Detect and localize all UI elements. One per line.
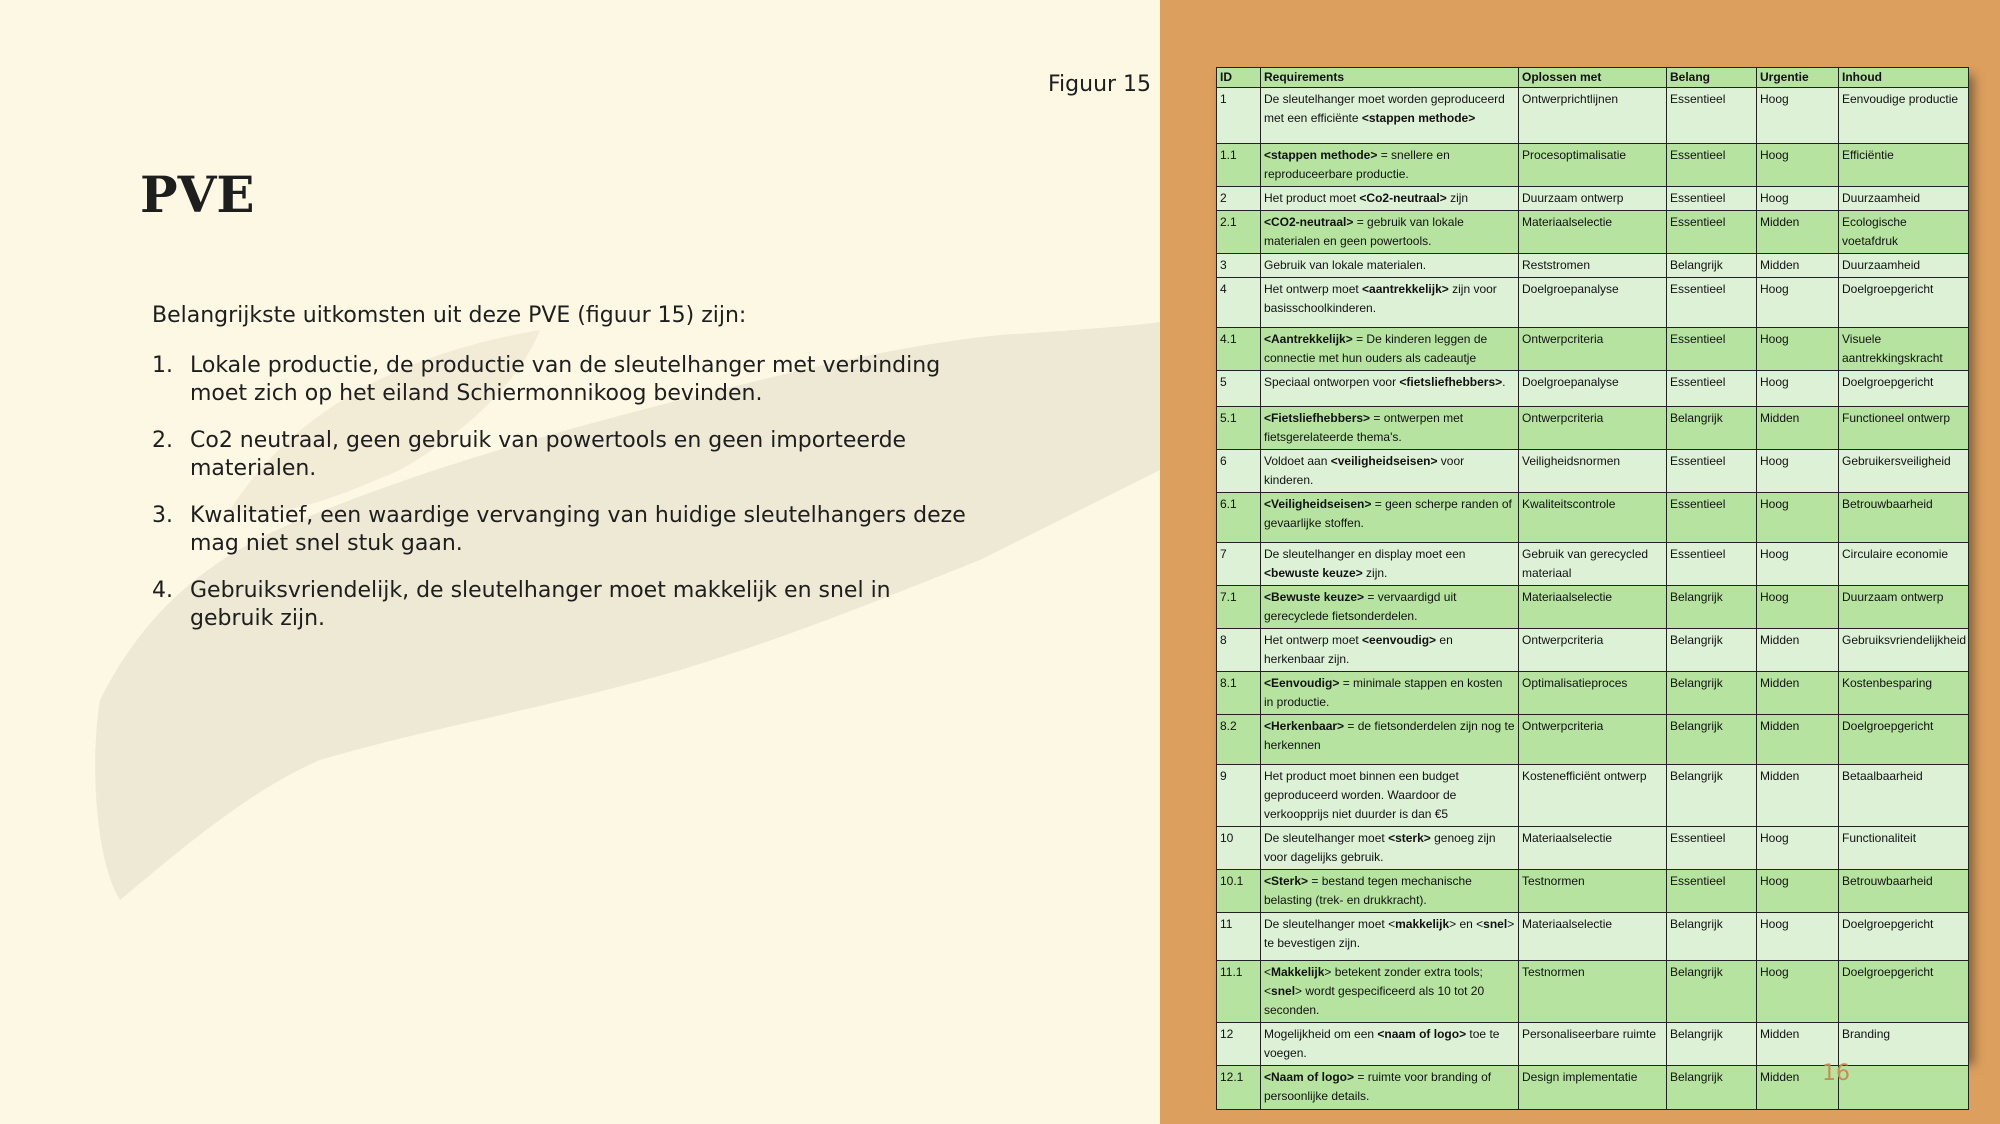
requirement-keyword: <Naam of logo> <box>1264 1070 1355 1084</box>
cell-requirements <box>1261 629 1519 672</box>
table-row <box>1217 765 1969 827</box>
table-row <box>1217 672 1969 715</box>
requirement-keyword: <sterk> <box>1388 831 1431 845</box>
table-row <box>1217 407 1969 450</box>
cell-belang: Belangrijk <box>1667 765 1757 827</box>
cell-oplossen-met: Gebruik van gerecycled materiaal <box>1519 543 1667 586</box>
table-row <box>1217 1023 1969 1066</box>
col-header-inhoud: Inhoud <box>1839 68 1969 88</box>
cell-oplossen-met: Materiaalselectie <box>1519 827 1667 870</box>
cell-requirements <box>1261 672 1519 715</box>
cell-requirements <box>1261 870 1519 913</box>
cell-id: 2 <box>1217 187 1261 211</box>
requirement-text: Mogelijkheid om een <box>1264 1027 1378 1041</box>
requirement-text: = minimale stappen en kosten in productie. <box>1264 676 1503 709</box>
key-outcomes-list <box>152 352 972 652</box>
table-row <box>1217 586 1969 629</box>
cell-belang: Belangrijk <box>1667 961 1757 1023</box>
cell-belang: Belangrijk <box>1667 407 1757 450</box>
cell-urgentie: Midden <box>1757 407 1839 450</box>
cell-oplossen-met: Ontwerpcriteria <box>1519 407 1667 450</box>
figure-label: Figuur 15 <box>1048 72 1152 97</box>
requirement-text: = de fietsonderdelen zijn nog te herkennen <box>1264 719 1515 752</box>
cell-requirements <box>1261 88 1519 144</box>
cell-id: 12.1 <box>1217 1066 1261 1110</box>
requirement-text: Het product moet <box>1264 191 1360 205</box>
table-row <box>1217 328 1969 371</box>
cell-belang: Essentieel <box>1667 870 1757 913</box>
cell-id: 11 <box>1217 913 1261 961</box>
cell-inhoud: Circulaire economie <box>1839 543 1969 586</box>
cell-belang: Belangrijk <box>1667 715 1757 765</box>
cell-id: 8.1 <box>1217 672 1261 715</box>
requirement-text: = ontwerpen met fietsgerelateerde thema's. <box>1264 411 1464 444</box>
cell-id: 4 <box>1217 278 1261 328</box>
cell-urgentie: Hoog <box>1757 371 1839 407</box>
cell-inhoud: Doelgroepgericht <box>1839 715 1969 765</box>
cell-oplossen-met: Materiaalselectie <box>1519 211 1667 254</box>
cell-urgentie: Hoog <box>1757 493 1839 543</box>
table-body <box>1217 88 1969 1110</box>
cell-id: 11.1 <box>1217 961 1261 1023</box>
cell-inhoud: Doelgroepgericht <box>1839 371 1969 407</box>
list-item: 3. Kwalitatief, een waardige vervanging van huidige sleutelhangers deze mag niet snel stuk gaan. <box>152 503 966 556</box>
requirement-keyword: <stappen methode> <box>1361 111 1476 125</box>
cell-requirements <box>1261 493 1519 543</box>
cell-urgentie: Hoog <box>1757 913 1839 961</box>
cell-oplossen-met: Ontwerpcriteria <box>1519 715 1667 765</box>
requirement-text: zijn voor basisschoolkinderen. <box>1264 282 1497 315</box>
cell-inhoud: Doelgroepgericht <box>1839 278 1969 328</box>
cell-inhoud: Functionaliteit <box>1839 827 1969 870</box>
cell-inhoud: Duurzaamheid <box>1839 254 1969 278</box>
cell-oplossen-met: Ontwerpcriteria <box>1519 629 1667 672</box>
cell-inhoud: Gebruiksvriendelijkheid <box>1839 629 1969 672</box>
cell-id: 12 <box>1217 1023 1261 1066</box>
cell-id: 8 <box>1217 629 1261 672</box>
cell-requirements <box>1261 543 1519 586</box>
requirement-keyword: <Eenvoudig> <box>1264 676 1340 690</box>
cell-belang: Essentieel <box>1667 144 1757 187</box>
cell-urgentie: Midden <box>1757 715 1839 765</box>
requirement-keyword: <Fietsliefhebbers> <box>1264 411 1371 425</box>
requirement-text: genoeg zijn voor dagelijks gebruik. <box>1264 831 1496 864</box>
cell-inhoud: Ecologische voetafdruk <box>1839 211 1969 254</box>
requirement-text: > betekent zonder extra tools; < <box>1264 965 1483 998</box>
cell-inhoud: Eenvoudige productie <box>1839 88 1969 144</box>
cell-belang: Belangrijk <box>1667 254 1757 278</box>
cell-oplossen-met: Doelgroepanalyse <box>1519 278 1667 328</box>
cell-id: 7 <box>1217 543 1261 586</box>
cell-id: 6.1 <box>1217 493 1261 543</box>
table-row <box>1217 827 1969 870</box>
cell-requirements <box>1261 450 1519 493</box>
cell-oplossen-met: Design implementatie <box>1519 1066 1667 1110</box>
requirement-text: > te bevestigen zijn. <box>1264 917 1515 950</box>
requirement-keyword: <aantrekkelijk> <box>1362 282 1449 296</box>
cell-oplossen-met: Kwaliteitscontrole <box>1519 493 1667 543</box>
cell-inhoud: Gebruikersveiligheid <box>1839 450 1969 493</box>
cell-urgentie: Hoog <box>1757 278 1839 328</box>
table-row <box>1217 88 1969 144</box>
table-row <box>1217 144 1969 187</box>
cell-belang: Essentieel <box>1667 827 1757 870</box>
requirement-text: toe te voegen. <box>1264 1027 1500 1060</box>
cell-oplossen-met: Veiligheidsnormen <box>1519 450 1667 493</box>
requirement-text: Speciaal ontworpen voor <box>1264 375 1400 389</box>
cell-urgentie: Hoog <box>1757 827 1839 870</box>
table-row <box>1217 278 1969 328</box>
table-row <box>1217 961 1969 1023</box>
cell-oplossen-met: Ontwerpcriteria <box>1519 328 1667 371</box>
requirement-text: = gebruik van lokale materialen en geen powertools. <box>1264 215 1464 248</box>
cell-oplossen-met: Duurzaam ontwerp <box>1519 187 1667 211</box>
requirement-text: = bestand tegen mechanische belasting (trek- en drukkracht). <box>1264 874 1472 907</box>
cell-belang: Essentieel <box>1667 211 1757 254</box>
requirement-keyword: <eenvoudig> <box>1362 633 1437 647</box>
cell-belang: Essentieel <box>1667 328 1757 371</box>
cell-requirements <box>1261 254 1519 278</box>
table-header-row <box>1217 68 1969 88</box>
list-item: 4. Gebruiksvriendelijk, de sleutelhanger moet makkelijk en snel in gebruik zijn. <box>152 578 891 631</box>
cell-requirements <box>1261 765 1519 827</box>
cell-id: 3 <box>1217 254 1261 278</box>
table-row <box>1217 1066 1969 1110</box>
cell-id: 5.1 <box>1217 407 1261 450</box>
requirement-text: Voldoet aan <box>1264 454 1331 468</box>
requirement-text: en herkenbaar zijn. <box>1264 633 1453 666</box>
cell-inhoud: Betrouwbaarheid <box>1839 493 1969 543</box>
cell-belang: Essentieel <box>1667 371 1757 407</box>
col-header-urgentie: Urgentie <box>1757 68 1839 88</box>
cell-inhoud: Visuele aantrekkingskracht <box>1839 328 1969 371</box>
cell-id: 4.1 <box>1217 328 1261 371</box>
cell-urgentie: Midden <box>1757 629 1839 672</box>
cell-oplossen-met: Materiaalselectie <box>1519 913 1667 961</box>
intro-text: Belangrijkste uitkomsten uit deze PVE (figuur 15) zijn: <box>152 303 747 328</box>
cell-urgentie: Hoog <box>1757 961 1839 1023</box>
col-header-requirements: Requirements <box>1261 68 1519 88</box>
table-row <box>1217 450 1969 493</box>
cell-urgentie: Hoog <box>1757 870 1839 913</box>
cell-id: 10 <box>1217 827 1261 870</box>
cell-requirements <box>1261 1066 1519 1110</box>
cell-inhoud: Duurzaam ontwerp <box>1839 586 1969 629</box>
cell-belang: Belangrijk <box>1667 672 1757 715</box>
cell-oplossen-met: Personaliseerbare ruimte <box>1519 1023 1667 1066</box>
requirement-text: > wordt gespecificeerd als 10 tot 20 seconden. <box>1264 984 1485 1017</box>
cell-id: 8.2 <box>1217 715 1261 765</box>
cell-urgentie: Hoog <box>1757 328 1839 371</box>
cell-urgentie: Hoog <box>1757 450 1839 493</box>
cell-oplossen-met: Materiaalselectie <box>1519 586 1667 629</box>
cell-urgentie: Midden <box>1757 211 1839 254</box>
requirement-text: De sleutelhanger moet <box>1264 831 1389 845</box>
requirement-text: voor kinderen. <box>1264 454 1465 487</box>
requirement-keyword: <Aantrekkelijk> <box>1264 332 1353 346</box>
cell-belang: Essentieel <box>1667 278 1757 328</box>
requirement-text: Gebruik van lokale materialen. <box>1264 258 1427 272</box>
cell-inhoud: Doelgroepgericht <box>1839 961 1969 1023</box>
cell-requirements <box>1261 1023 1519 1066</box>
cell-id: 6 <box>1217 450 1261 493</box>
cell-belang: Essentieel <box>1667 187 1757 211</box>
col-header-belang: Belang <box>1667 68 1757 88</box>
list-item: 2. Co2 neutraal, geen gebruik van powertools en geen importeerde materialen. <box>152 428 907 481</box>
cell-belang: Belangrijk <box>1667 1023 1757 1066</box>
cell-requirements <box>1261 827 1519 870</box>
cell-requirements <box>1261 328 1519 371</box>
cell-urgentie: Hoog <box>1757 88 1839 144</box>
table-row <box>1217 254 1969 278</box>
cell-inhoud <box>1839 1066 1969 1110</box>
requirement-keyword: <Bewuste keuze> <box>1264 590 1365 604</box>
cell-belang: Essentieel <box>1667 543 1757 586</box>
cell-id: 5 <box>1217 371 1261 407</box>
cell-belang: Belangrijk <box>1667 629 1757 672</box>
cell-urgentie: Midden <box>1757 1023 1839 1066</box>
cell-belang: Essentieel <box>1667 88 1757 144</box>
cell-oplossen-met: Optimalisatieproces <box>1519 672 1667 715</box>
col-header-id: ID <box>1217 68 1261 88</box>
requirement-keyword: <naam of logo> <box>1377 1027 1467 1041</box>
cell-oplossen-met: Ontwerprichtlijnen <box>1519 88 1667 144</box>
cell-urgentie: Hoog <box>1757 187 1839 211</box>
requirement-keyword: <Co2-neutraal> <box>1359 191 1447 205</box>
pve-table <box>1216 67 1969 1110</box>
cell-requirements <box>1261 961 1519 1023</box>
requirement-keyword: <Sterk> <box>1264 874 1309 888</box>
requirement-keyword: <bewuste keuze> <box>1264 566 1363 580</box>
cell-inhoud: Branding <box>1839 1023 1969 1066</box>
cell-inhoud: Functioneel ontwerp <box>1839 407 1969 450</box>
table-row <box>1217 543 1969 586</box>
requirement-text: De sleutelhanger moet < <box>1264 917 1396 931</box>
table-row <box>1217 715 1969 765</box>
table-row <box>1217 211 1969 254</box>
requirement-keyword: <Herkenbaar> <box>1264 719 1345 733</box>
cell-urgentie: Midden <box>1757 254 1839 278</box>
requirement-keyword: snel <box>1271 984 1296 998</box>
requirement-text: De sleutelhanger moet worden geproduceerd met een efficiënte <box>1264 92 1505 125</box>
cell-id: 9 <box>1217 765 1261 827</box>
cell-inhoud: Betaalbaarheid <box>1839 765 1969 827</box>
cell-oplossen-met: Doelgroepanalyse <box>1519 371 1667 407</box>
cell-requirements <box>1261 407 1519 450</box>
requirement-keyword: <fietsliefhebbers> <box>1399 375 1503 389</box>
requirement-text: = vervaardigd uit gerecyclede fietsonderdelen. <box>1264 590 1457 623</box>
cell-id: 1 <box>1217 88 1261 144</box>
cell-oplossen-met: Testnormen <box>1519 961 1667 1023</box>
requirement-text: = De kinderen leggen de connectie met hun ouders als cadeautje <box>1264 332 1488 365</box>
cell-belang: Belangrijk <box>1667 913 1757 961</box>
table-row <box>1217 629 1969 672</box>
cell-urgentie: Midden <box>1757 672 1839 715</box>
cell-requirements <box>1261 187 1519 211</box>
requirement-text: = snellere en reproduceerbare productie. <box>1264 148 1450 181</box>
requirement-text: = ruimte voor branding of persoonlijke details. <box>1264 1070 1492 1103</box>
list-item: 1. Lokale productie, de productie van de sleutelhanger met verbinding moet zich op het eiland Schiermonnikoog bevinden. <box>152 353 941 406</box>
cell-requirements <box>1261 715 1519 765</box>
cell-inhoud: Kostenbesparing <box>1839 672 1969 715</box>
cell-urgentie: Hoog <box>1757 144 1839 187</box>
requirement-text: Het ontwerp moet <box>1264 282 1363 296</box>
table-row <box>1217 371 1969 407</box>
cell-oplossen-met: Reststromen <box>1519 254 1667 278</box>
requirement-text: Het product moet binnen een budget geproduceerd worden. Waardoor de verkoopprijs niet duurder is dan €5 <box>1264 769 1459 821</box>
cell-oplossen-met: Testnormen <box>1519 870 1667 913</box>
cell-requirements <box>1261 211 1519 254</box>
cell-oplossen-met: Procesoptimalisatie <box>1519 144 1667 187</box>
requirement-text: De sleutelhanger en display moet een <box>1264 547 1466 561</box>
table-row <box>1217 187 1969 211</box>
requirement-keyword: <Veiligheidseisen> <box>1264 497 1372 511</box>
table-row <box>1217 493 1969 543</box>
page-number: 16 <box>1822 1061 1850 1086</box>
requirement-text: > en < <box>1449 917 1484 931</box>
requirement-keyword: <veiligheidseisen> <box>1330 454 1438 468</box>
col-header-oplossen-met: Oplossen met <box>1519 68 1667 88</box>
cell-id: 10.1 <box>1217 870 1261 913</box>
requirement-keyword: <CO2-neutraal> <box>1264 215 1354 229</box>
cell-requirements <box>1261 278 1519 328</box>
cell-inhoud: Doelgroepgericht <box>1839 913 1969 961</box>
cell-belang: Belangrijk <box>1667 1066 1757 1110</box>
table-row <box>1217 913 1969 961</box>
cell-requirements <box>1261 913 1519 961</box>
cell-inhoud: Betrouwbaarheid <box>1839 870 1969 913</box>
requirement-keyword: <stappen methode> <box>1264 148 1378 162</box>
requirement-text: zijn <box>1446 191 1469 205</box>
requirement-text: . <box>1502 375 1506 389</box>
requirement-text: zijn. <box>1362 566 1388 580</box>
cell-inhoud: Duurzaamheid <box>1839 187 1969 211</box>
requirement-keyword: snel <box>1483 917 1508 931</box>
cell-belang: Essentieel <box>1667 493 1757 543</box>
requirement-text: < <box>1264 965 1272 979</box>
requirement-text: Het ontwerp moet <box>1264 633 1363 647</box>
requirement-text: = geen scherpe randen of gevaarlijke stoffen. <box>1264 497 1512 530</box>
cell-requirements <box>1261 586 1519 629</box>
cell-oplossen-met: Kostenefficiënt ontwerp <box>1519 765 1667 827</box>
cell-urgentie: Midden <box>1757 765 1839 827</box>
cell-id: 1.1 <box>1217 144 1261 187</box>
cell-belang: Essentieel <box>1667 450 1757 493</box>
requirement-keyword: makkelijk <box>1395 917 1450 931</box>
cell-id: 7.1 <box>1217 586 1261 629</box>
cell-urgentie: Midden <box>1757 1066 1839 1110</box>
cell-belang: Belangrijk <box>1667 586 1757 629</box>
cell-requirements <box>1261 371 1519 407</box>
cell-id: 2.1 <box>1217 211 1261 254</box>
cell-urgentie: Hoog <box>1757 586 1839 629</box>
cell-inhoud: Efficiëntie <box>1839 144 1969 187</box>
page-title: PVE <box>140 165 255 224</box>
requirement-keyword: Makkelijk <box>1271 965 1325 979</box>
table-row <box>1217 870 1969 913</box>
cell-requirements <box>1261 144 1519 187</box>
cell-urgentie: Hoog <box>1757 543 1839 586</box>
